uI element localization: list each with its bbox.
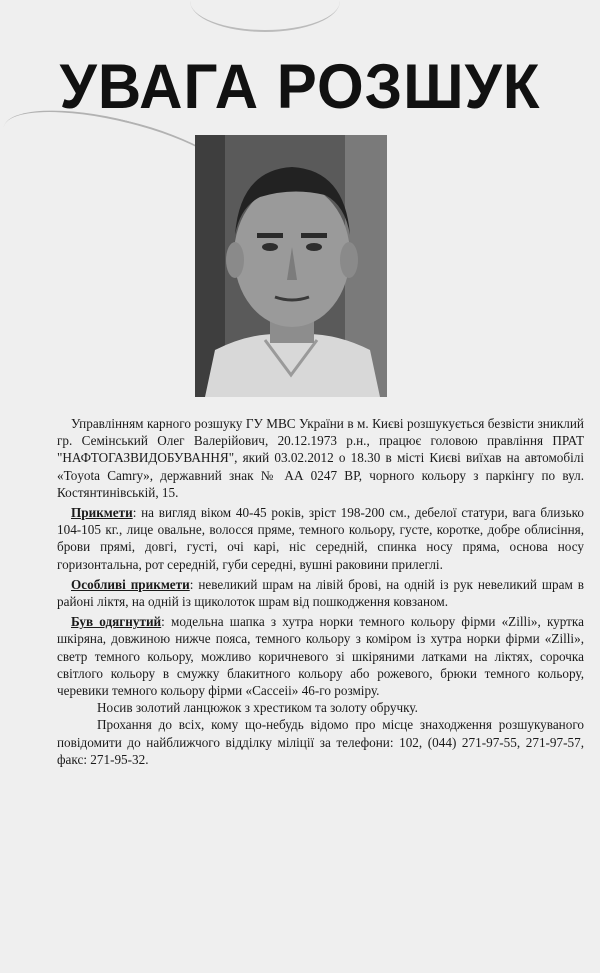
special-features-text: : невеликий шрам на лівій брові, на одній із рук невеликий шрам в районі ліктя, на одній із щиколоток шрам від пошкодження ковзаном. (57, 576, 584, 610)
features-heading: Прикмети (71, 505, 133, 521)
intro-paragraph: Управлінням карного розшуку ГУ МВС України в м. Києві розшукується безвісти зниклий гр. Семінський Олег Валерійович, 20.12.1973 р.н., працює головою правління ПРАТ "НАФТОГАЗВИДОБУВАННЯ", який 03.02.2012 о 18.30 в місті Києві виїхав на автомобілі «Toyota Camry», державний знак № АА 0247 ВР, чорного кольору з паркінгу по вул. Костянтинівській, 15. (57, 416, 584, 500)
poster-title: УВАГА РОЗШУК (59, 51, 541, 122)
wanted-person-photo (195, 135, 387, 397)
poster-body (57, 415, 584, 768)
special-features-heading: Особливі прикмети (71, 576, 190, 592)
features-text: : на вигляд віком 40-45 років, зріст 198-200 см., дебелої статури, вага близько 104-105 кг., лице овальне, волосся пряме, темного кольору, густе, коротке, добре облисіння, брови прямі, довгі, густі, очі карі, ніс середній, спинка носу пряма, основа носу горизонтальна, рот середній, губи середні, вушні раковини прилеглі. (57, 505, 584, 572)
request-paragraph: Прохання до всіх, кому що-небудь відомо про місце знаходження розшукуваного повідомити до найближчого відділку міліції за телефони: 102, (044) 271-97-55, 271-97-57, факс: 271-95-32. (57, 717, 584, 767)
special-features-paragraph (57, 576, 584, 610)
clothing-paragraph (57, 613, 584, 699)
clothing-heading: Був одягнутий (71, 614, 162, 630)
paper-fold-arc (190, 0, 340, 32)
jewelry-paragraph: Носив золотий ланцюжок з хрестиком та золоту обручку. (97, 700, 418, 716)
clothing-text: : модельна шапка з хутра норки темного кольору фірми «Zilli», куртка шкіряна, довжиною нижче пояса, темного кольору з коміром із хутра норки фірми «Zilli», светр темного кольору, можливо коричневого зі шкіряними латками на ліктях, сорочка світлого кольору в смужку блакитного кольору або рожевого, брюки темного кольору, черевики темного кольору фірми «Сассеіі» 46-го розміру. (57, 614, 584, 699)
features-paragraph (57, 504, 584, 573)
